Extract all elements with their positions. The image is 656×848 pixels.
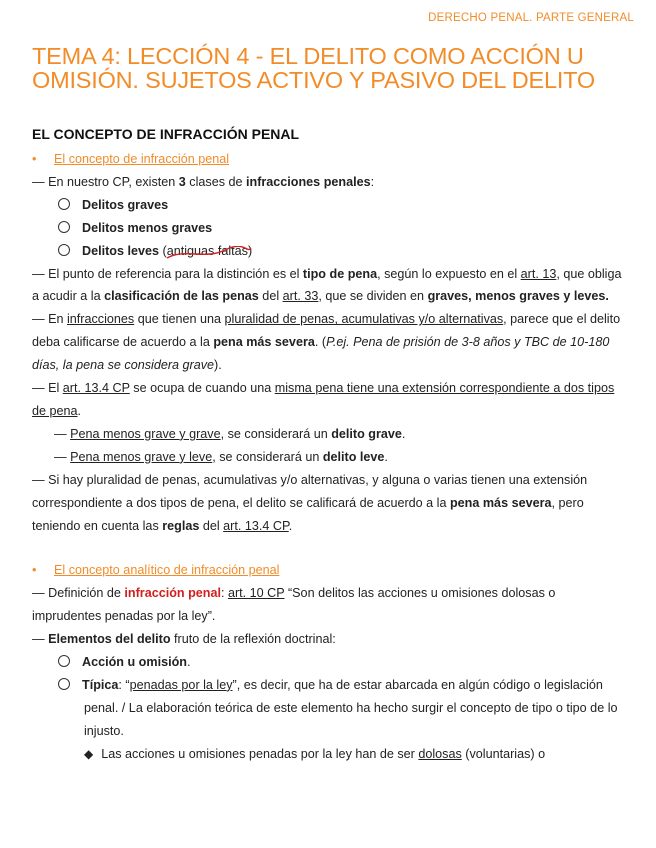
list-item: Delitos leves (antiguas faltas ) — [32, 240, 628, 263]
running-header: DERECHO PENAL. PARTE GENERAL — [428, 12, 634, 24]
struck-note: antiguas faltas — [167, 244, 248, 258]
strike-mark — [165, 246, 253, 262]
list-item: Acción u omisión. — [32, 651, 628, 674]
bullet-concepto: • El concepto de infracción penal — [32, 152, 230, 166]
circle-bullet-icon — [58, 678, 70, 690]
diamond-bullet-icon: ◆ — [84, 746, 94, 761]
document-body — [32, 148, 628, 766]
paragraph-clases: — En nuestro CP, existen 3 clases de infracciones penales: — [32, 174, 375, 189]
circle-bullet-icon — [58, 655, 70, 667]
circle-bullet-icon — [58, 244, 70, 256]
circle-bullet-icon — [58, 221, 70, 233]
document-title: TEMA 4: LECCIÓN 4 - EL DELITO COMO ACCIÓN U OMISIÓN. SUJETOS ACTIVO Y PASIVO DEL DELITO — [32, 43, 595, 93]
bullet-analitico: • El concepto analítico de infracción penal — [32, 563, 280, 578]
sub-item-leve: — Pena menos grave y leve, se considerará un delito leve. — [54, 449, 388, 464]
sub-item-grave: — Pena menos grave y grave, se considerará un delito grave. — [54, 426, 406, 441]
paragraph-elementos: — Elementos del delito fruto de la reflexión doctrinal: — [32, 632, 336, 647]
paragraph-definicion: — Definición de infracción penal: art. 10 CP “Son delitos las acciones u omisiones dolosas o imprudentes penadas por la ley”. — [32, 586, 556, 624]
list-item: Típica: “penadas por la ley”, es decir, que ha de estar abarcada en algún código o legislación penal. / La elaboración teórica de este elemento ha hecho surgir el concepto de tipo o tipo de lo injusto. — [32, 674, 628, 743]
list-item: Delitos graves — [32, 194, 628, 217]
paragraph-referencia: — El punto de referencia para la distinción es el tipo de pena, según lo expuesto en el art. 13, que obliga a acudir a la clasificación de las penas del art. 33, que se dividen en graves, menos graves y leves. — [32, 266, 622, 304]
list-item: ◆ Las acciones u omisiones penadas por la ley han de ser dolosas (voluntarias) o — [32, 743, 628, 766]
list-item: Delitos menos graves — [32, 217, 628, 240]
section-heading: EL CONCEPTO DE INFRACCIÓN PENAL — [32, 126, 300, 142]
paragraph-pluralidad: — En infracciones que tienen una pluralidad de penas, acumulativas y/o alternativas, parece que el delito deba calificarse de acuerdo a la pena más severa. (P.ej. Pena de prisión de 3-8 años y TBC de 10-180 días, la pena se considera grave). — [32, 312, 621, 373]
circle-bullet-icon — [58, 198, 70, 210]
paragraph-art-13-4: — El art. 13.4 CP se ocupa de cuando una misma pena tiene una extensión correspondiente a dos tipos de pena. — [32, 381, 615, 418]
paragraph-reglas: — Si hay pluralidad de penas, acumulativas y/o alternativas, y alguna o varias tienen una extensión correspondiente a dos tipos de pena, el delito se calificará de acuerdo a la pena más severa, pero teniendo en cuenta las reglas del art. 13.4 CP. — [32, 472, 588, 533]
